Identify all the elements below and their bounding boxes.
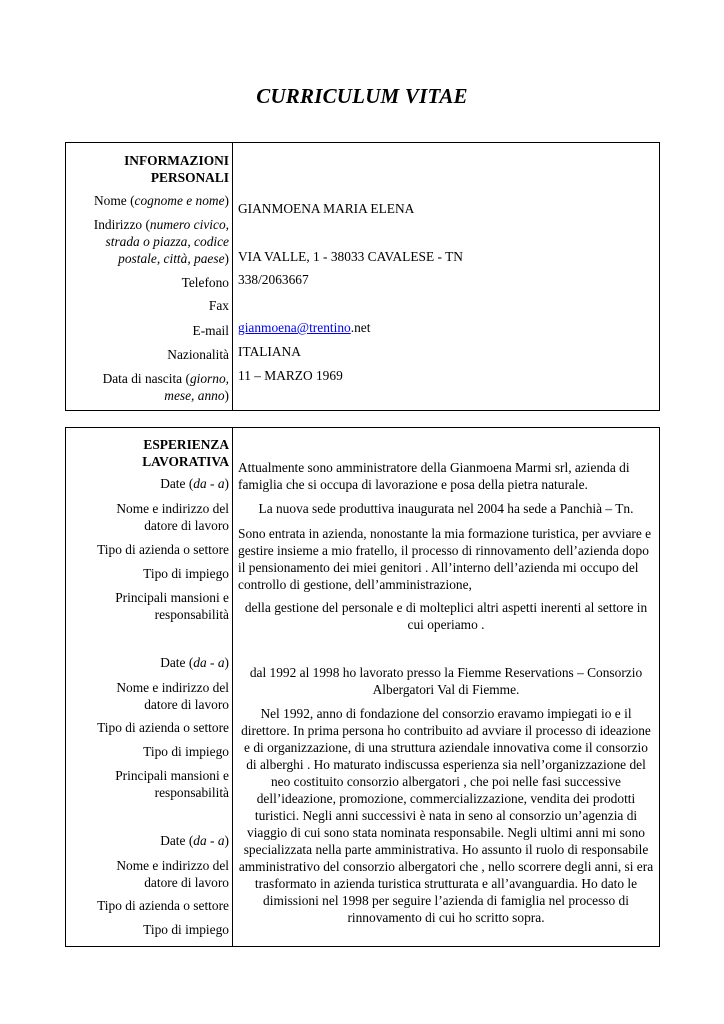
address-value: VIA VALLE, 1 - 38033 CAVALESE - TN <box>238 249 463 264</box>
document-title: CURRICULUM VITAE <box>256 84 468 108</box>
job-type-label: Tipo di impiego <box>143 744 229 759</box>
birth-date-label: Data di nascita (giorno, mese, anno) <box>102 371 229 403</box>
birth-date-value: 11 – MARZO 1969 <box>238 368 343 383</box>
column-divider <box>232 143 233 410</box>
address-label: Indirizzo (numero civico, strada o piazza, codice postale, città, paese) <box>93 217 229 266</box>
employer-label: Nome e indirizzo del datore di lavoro <box>116 501 229 533</box>
duties-label: Principali mansioni e responsabilità <box>115 590 229 622</box>
personal-info-heading: INFORMAZIONI PERSONALI <box>124 153 229 185</box>
email-label: E-mail <box>192 323 229 338</box>
column-divider <box>232 428 233 946</box>
phone-value: 338/2063667 <box>238 272 309 287</box>
personal-info-section <box>65 142 660 411</box>
job-type-label: Tipo di impiego <box>143 922 229 937</box>
employer-label: Nome e indirizzo del datore di lavoro <box>116 858 229 890</box>
duties-label: Principali mansioni e responsabilità <box>115 768 229 800</box>
work-experience-section <box>65 427 660 947</box>
date-label: Date (da - a) <box>160 833 229 848</box>
business-type-label: Tipo di azienda o settore <box>97 542 229 557</box>
date-label: Date (da - a) <box>160 655 229 670</box>
email-link[interactable]: gianmoena@trentino <box>238 320 351 335</box>
business-type-label: Tipo di azienda o settore <box>97 720 229 735</box>
job-type-label: Tipo di impiego <box>143 566 229 581</box>
phone-label: Telefono <box>181 275 229 290</box>
consortium-experience-paragraph: Nel 1992, anno di fondazione del consorzio eravamo impiegati io e il direttore. In prima persona ho contribuito ad avviare il processo di ideazione e di organizzazione, di una struttura aziendale innovativa come il consorzio di alberghi . Ho maturato indiscussa esperienza sia nell’organizzazione del neo costituito consorzio albergatori , che poi nelle fasi successive dell’ideazione, promozione, commercializzazione, vendita dei prodotti turistici. Negli anni successivi è nata in seno al consorzio un’agenzia di viaggio di cui sono stata nominata responsabile. Negli ultimi anni mi sono specializzata nella parte amministrativa. Ho assunto il ruolo di responsabile amministrativo del consorzio albergatori che , nello scorrere degli anni, si era trasformato in azienda turistica strutturata e all’avanguardia. Ho dato le dimissioni nel 1998 per seguire l’azienda di famiglia nel processo di rinnovamento di cui ho scritto sopra. <box>238 706 654 925</box>
date-label: Date (da - a) <box>160 476 229 491</box>
previous-employer-paragraph: dal 1992 al 1998 ho lavorato presso la Fiemme Reservations – Consorzio Albergatori Val di Fiemme. <box>249 665 643 697</box>
email-value: gianmoena@trentino.net <box>238 320 371 335</box>
name-value: GIANMOENA MARIA ELENA <box>238 201 415 216</box>
work-experience-heading: ESPERIENZA LAVORATIVA <box>142 437 229 469</box>
fax-label: Fax <box>208 298 229 313</box>
nationality-value: ITALIANA <box>238 344 301 359</box>
employer-label: Nome e indirizzo del datore di lavoro <box>116 680 229 712</box>
family-business-paragraph: Sono entrata in azienda, nonostante la mia formazione turistica, per avviare e gestire insieme a mio fratello, il processo di rinnovamento dell’azienda dopo il pensionamento dei miei genitori . All’interno dell’azienda mi occupo del controllo di gestione, dell’amministrazione, <box>238 526 652 592</box>
name-label: Nome (cognome e nome) <box>94 193 229 208</box>
responsibilities-paragraph: della gestione del personale e di molteplici altri aspetti inerenti al settore in cui operiamo . <box>244 600 648 632</box>
new-site-paragraph: La nuova sede produttiva inaugurata nel 2004 ha sede a Panchià – Tn. <box>258 501 634 516</box>
business-type-label: Tipo di azienda o settore <box>97 898 229 913</box>
nationality-label: Nazionalità <box>167 347 229 362</box>
current-role-paragraph: Attualmente sono amministratore della Gianmoena Marmi srl, azienda di famiglia che si occupa di lavorazione e posa della pietra naturale. <box>238 460 630 492</box>
